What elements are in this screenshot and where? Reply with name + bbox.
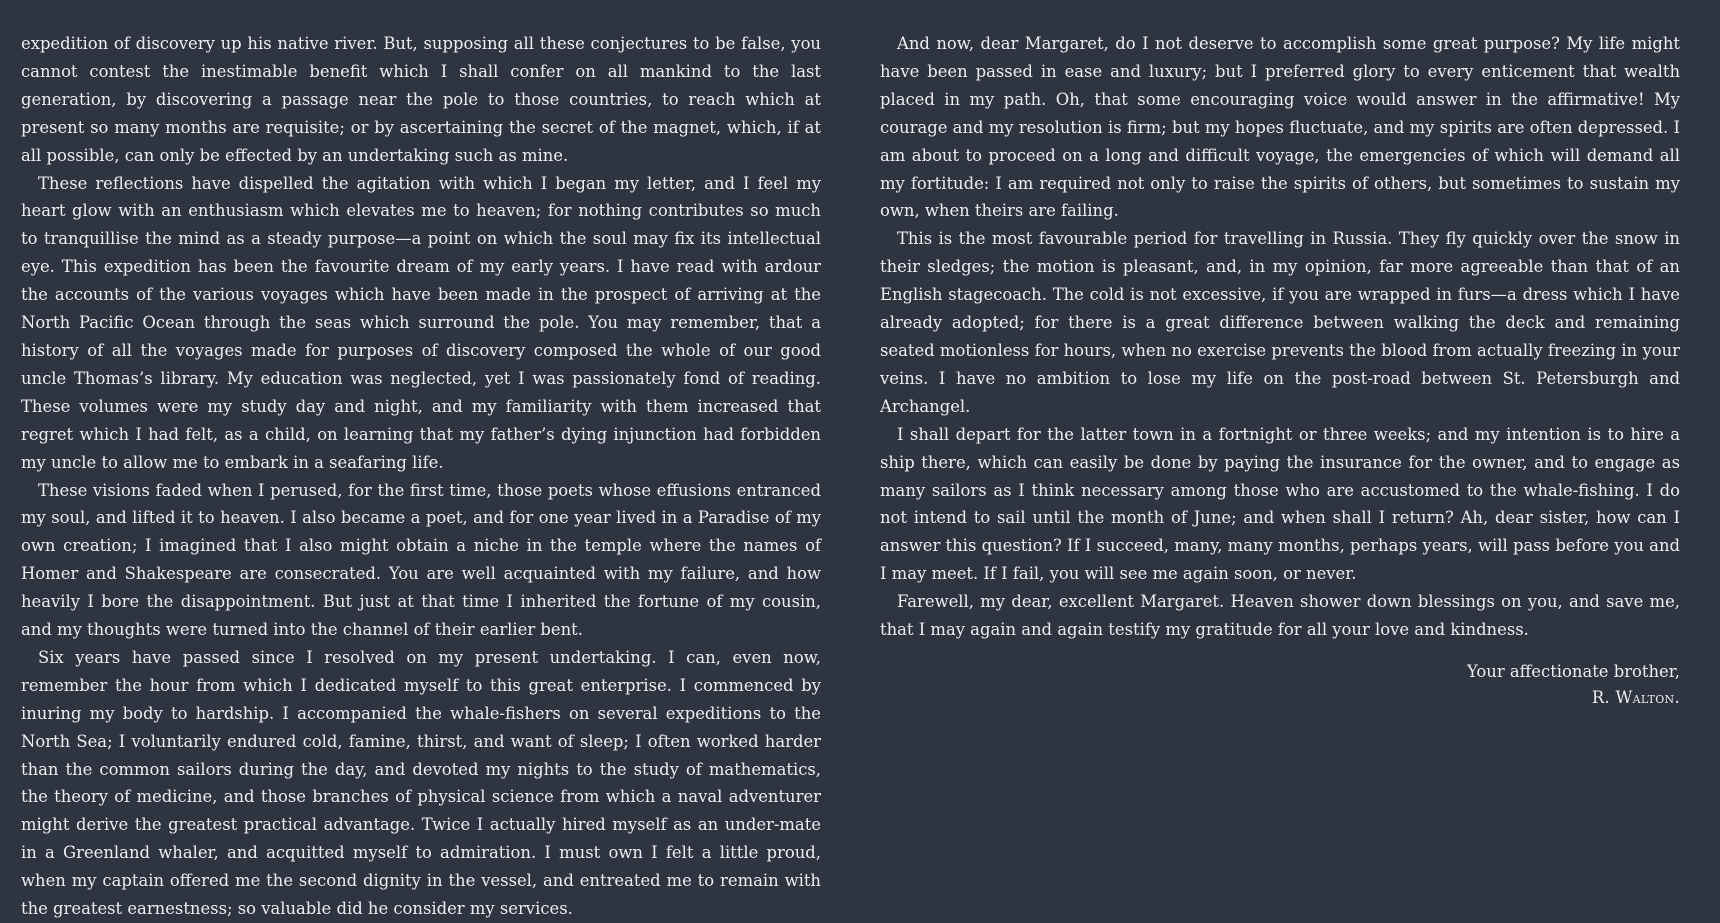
paragraph: Six years have passed since I resolved on my present undertaking. I can, even now, remember the hour from which I dedicated myself to this great enterprise. I commenced by inuring my body to hardship. I accompanied the whale-fishers on several expeditions to the North Sea; I voluntarily endured cold, famine, thirst, and want of sleep; I often worked harder than the common sailors during the day, and devoted my nights to the study of mathematics, the theory of medicine, and those branches of physical science from which a naval adventurer might derive the greatest practical advantage. Twice I actually hired myself as an under-mate in a Greenland whaler, and acquitted myself to admiration. I must own I felt a little proud, when my captain offered me the second dignity in the vessel, and entreated me to remain with the greatest earnestness; so valuable did he consider my services.: [21, 647, 821, 919]
paragraph: These visions faded when I perused, for the first time, those poets whose effusions entranced my soul, and lifted it to heaven. I also became a poet, and for one year lived in a Paradise of my own creation; I imagined that I also might obtain a niche in the temple where the names of Homer and Shakespeare are consecrated. You are well acquainted with my failure, and how heavily I bore the disappointment. But just at that time I inherited the fortune of my cousin, and my thoughts were turned into the channel of their earlier bent.: [21, 480, 821, 640]
paragraph: Farewell, my dear, excellent Margaret. Heaven shower down blessings on you, and save me, that I may again and again testify my gratitude for all your love and kindness.: [880, 592, 1680, 640]
paragraph: I shall depart for the latter town in a fortnight or three weeks; and my intention is to hire a ship there, which can easily be done by paying the insurance for the owner, and to engage as many sailors as I think necessary among those who are accustomed to the whale-fishing. I do not intend to sail until the month of June; and when shall I return? Ah, dear sister, how can I answer this question? If I succeed, many, many months, perhaps years, will pass before you and I may meet. If I fail, you will see me again soon, or never.: [880, 424, 1680, 584]
letter-closing-block: [880, 659, 1680, 711]
letter-signature: R. Walton.: [1591, 687, 1680, 707]
right-column: [880, 30, 1680, 711]
letter-closing: Your affectionate brother,: [1467, 661, 1680, 681]
paragraph: This is the most favourable period for travelling in Russia. They fly quickly over the snow in their sledges; the motion is pleasant, and, in my opinion, far more agreeable than that of an English stagecoach. The cold is not excessive, if you are wrapped in furs—a dress which I have already adopted; for there is a great difference between walking the deck and remaining seated motionless for hours, when no exercise prevents the blood from actually freezing in your veins. I have no ambition to lose my life on the post-road between St. Petersburgh and Archangel.: [880, 229, 1680, 416]
paragraph: And now, dear Margaret, do I not deserve to accomplish some great purpose? My life might have been passed in ease and luxury; but I preferred glory to every enticement that wealth placed in my path. Oh, that some encouraging voice would answer in the affirmative! My courage and my resolution is firm; but my hopes fluctuate, and my spirits are often depressed. I am about to proceed on a long and difficult voyage, the emergencies of which will demand all my fortitude: I am required not only to raise the spirits of others, but sometimes to sustain my own, when theirs are failing.: [880, 34, 1680, 221]
paragraph: expedition of discovery up his native river. But, supposing all these conjectures to be false, you cannot contest the inestimable benefit which I shall confer on all mankind to the last generation, by discovering a passage near the pole to those countries, to reach which at present so many months are requisite; or by ascertaining the secret of the magnet, which, if at all possible, can only be effected by an undertaking such as mine.: [21, 34, 821, 165]
left-column: [21, 30, 821, 923]
paragraph: These reflections have dispelled the agitation with which I began my letter, and I feel my heart glow with an enthusiasm which elevates me to heaven; for nothing contributes so much to tranquillise the mind as a steady purpose—a point on which the soul may fix its intellectual eye. This expedition has been the favourite dream of my early years. I have read with ardour the accounts of the various voyages which have been made in the prospect of arriving at the North Pacific Ocean through the seas which surround the pole. You may remember, that a history of all the voyages made for purposes of discovery composed the whole of our good uncle Thomas’s library. My education was neglected, yet I was passionately fond of reading. These volumes were my study day and night, and my familiarity with them increased that regret which I had felt, as a child, on learning that my father’s dying injunction had forbidden my uncle to allow me to embark in a seafaring life.: [21, 173, 821, 472]
